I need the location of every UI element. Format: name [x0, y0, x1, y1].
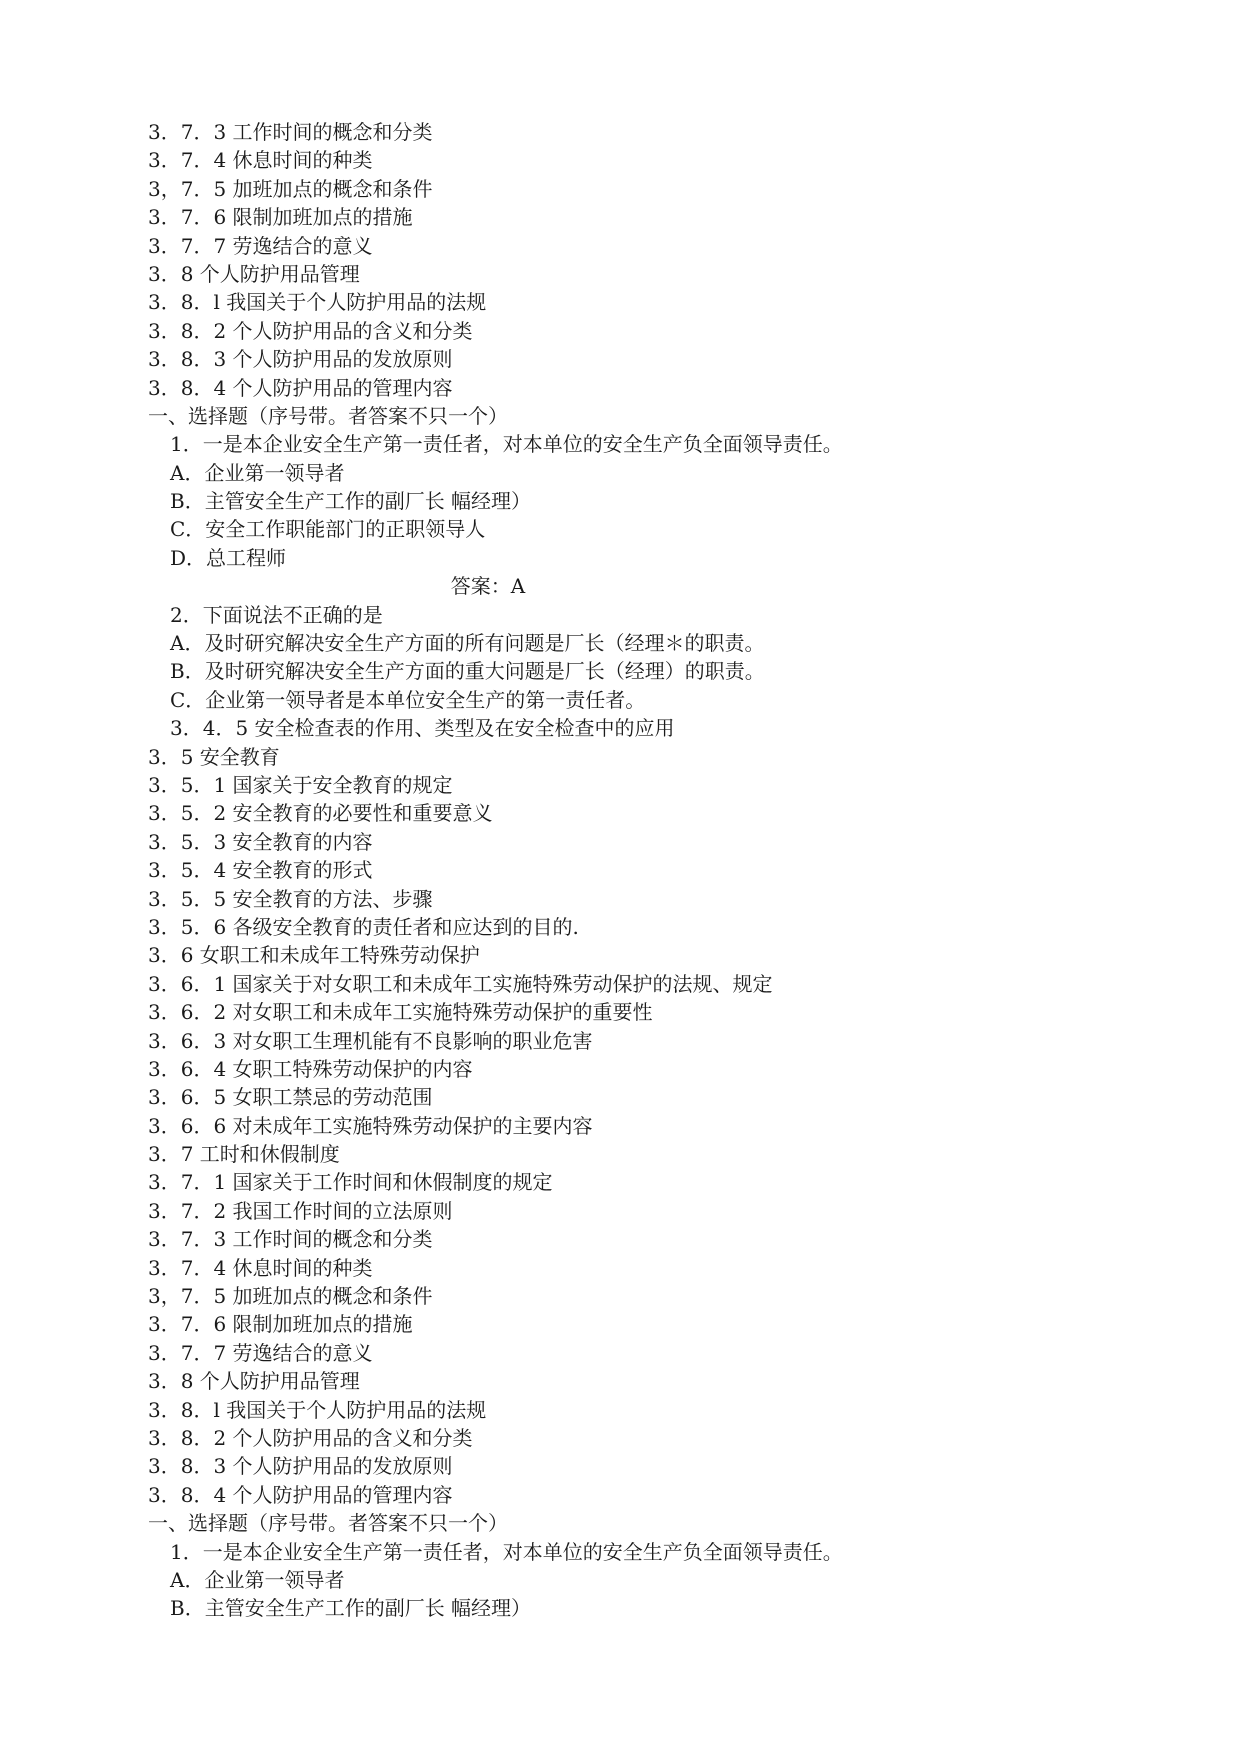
text-line: B．主管安全生产工作的副厂长 幅经理） [170, 1596, 532, 1621]
text-line: 3．5 安全教育 [148, 744, 280, 769]
text-line: 3．5．6 各级安全教育的责任者和应达到的目的. [148, 914, 579, 939]
text-line: 答案：A [450, 574, 526, 599]
text-line: 3．5．2 安全教育的必要性和重要意义 [148, 801, 493, 826]
text-line: 3，7．5 加班加点的概念和条件 [148, 1284, 433, 1309]
text-line: 3．8．3 个人防护用品的发放原则 [148, 347, 453, 372]
text-line: 3．7．3 工作时间的概念和分类 [148, 1227, 433, 1252]
text-line: 3．7．7 劳逸结合的意义 [148, 1340, 373, 1365]
document-body [148, 118, 1148, 1623]
text-line: 3．8．l 我国关于个人防护用品的法规 [148, 290, 487, 315]
text-line: 3．5．4 安全教育的形式 [148, 858, 373, 883]
text-line: 3．6．4 女职工特殊劳动保护的内容 [148, 1056, 473, 1081]
text-line: B．主管安全生产工作的副厂长 幅经理） [170, 489, 532, 514]
text-line: B．及时研究解决安全生产方面的重大问题是厂长（经理）的职责。 [170, 659, 765, 684]
text-line: 一、选择题（序号带。者答案不只一个） [148, 403, 508, 428]
text-line: 3．7．4 休息时间的种类 [148, 1255, 373, 1280]
text-line: 3．7．7 劳逸结合的意义 [148, 233, 373, 258]
text-line: A．企业第一领导者 [170, 460, 345, 485]
text-line: 3．5．1 国家关于安全教育的规定 [148, 772, 453, 797]
text-line: 3．7．1 国家关于工作时间和休假制度的规定 [148, 1170, 553, 1195]
text-line: A．及时研究解决安全生产方面的所有问题是厂长（经理＊的职责。 [170, 631, 765, 656]
text-line: 3．4．5 安全检查表的作用、类型及在安全检查中的应用 [170, 716, 675, 741]
text-line: 3．8．l 我国关于个人防护用品的法规 [148, 1397, 487, 1422]
text-line: 3．7．4 休息时间的种类 [148, 148, 373, 173]
text-line: 3．7．6 限制加班加点的措施 [148, 205, 413, 230]
text-line: 3．6．5 女职工禁忌的劳动范围 [148, 1085, 433, 1110]
text-line: 3．6．3 对女职工生理机能有不良影响的职业危害 [148, 1028, 593, 1053]
text-line: 3．7 工时和休假制度 [148, 1142, 340, 1167]
text-line: 3．8．4 个人防护用品的管理内容 [148, 375, 453, 400]
text-line: 3．6．2 对女职工和未成年工实施特殊劳动保护的重要性 [148, 1000, 653, 1025]
text-line: 1．一是本企业安全生产第一责任者，对本单位的安全生产负全面领导责任。 [170, 1539, 843, 1564]
text-line: 1．一是本企业安全生产第一责任者，对本单位的安全生产负全面领导责任。 [170, 432, 843, 457]
text-line: 3．7．6 限制加班加点的措施 [148, 1312, 413, 1337]
text-line: 3．5．3 安全教育的内容 [148, 829, 373, 854]
text-line: C．安全工作职能部门的正职领导人 [170, 517, 486, 542]
text-line: 一、选择题（序号带。者答案不只一个） [148, 1511, 508, 1536]
text-line: 2．下面说法不正确的是 [170, 602, 383, 627]
text-line: 3．7．2 我国工作时间的立法原则 [148, 1198, 453, 1223]
text-line: 3．8．4 个人防护用品的管理内容 [148, 1482, 453, 1507]
text-line: 3．5．5 安全教育的方法、步骤 [148, 886, 433, 911]
text-line: 3．6 女职工和未成年工特殊劳动保护 [148, 943, 480, 968]
text-line: 3，7．5 加班加点的概念和条件 [148, 176, 433, 201]
text-line: D．总工程师 [170, 545, 287, 570]
text-line: 3．7．3 工作时间的概念和分类 [148, 120, 433, 144]
text-line: 3．8．3 个人防护用品的发放原则 [148, 1454, 453, 1479]
text-line: A．企业第一领导者 [170, 1567, 345, 1592]
text-line: 3．8 个人防护用品管理 [148, 261, 360, 286]
text-line: 3．6．6 对未成年工实施特殊劳动保护的主要内容 [148, 1113, 593, 1138]
text-line: 3．8 个人防护用品管理 [148, 1369, 360, 1394]
text-line: 3．8．2 个人防护用品的含义和分类 [148, 1425, 473, 1450]
text-line: 3．8．2 个人防护用品的含义和分类 [148, 318, 473, 343]
text-line: 3．6．1 国家关于对女职工和未成年工实施特殊劳动保护的法规、规定 [148, 971, 773, 996]
text-line: C．企业第一领导者是本单位安全生产的第一责任者。 [170, 687, 646, 712]
